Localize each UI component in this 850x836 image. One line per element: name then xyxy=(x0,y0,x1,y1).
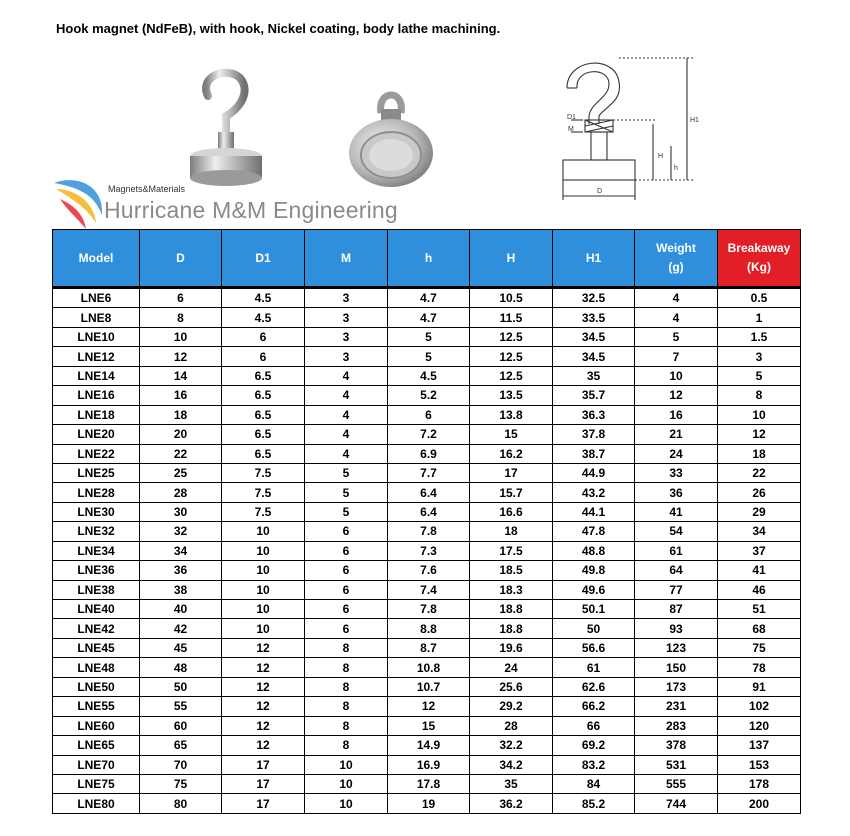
table-cell: 7.7 xyxy=(388,463,470,482)
table-cell: 20 xyxy=(140,425,222,444)
table-cell: 36 xyxy=(140,561,222,580)
table-row xyxy=(53,736,801,755)
table-cell: 3 xyxy=(305,288,388,308)
table-cell: 50 xyxy=(140,677,222,696)
table-cell: LNE10 xyxy=(53,327,140,346)
table-cell: 12 xyxy=(222,658,305,677)
table-row xyxy=(53,561,801,580)
table-cell: 10.7 xyxy=(388,677,470,696)
table-cell: LNE18 xyxy=(53,405,140,424)
table-row xyxy=(53,580,801,599)
table-cell: 13.5 xyxy=(470,386,553,405)
table-cell: 6.5 xyxy=(222,444,305,463)
table-cell: 18.8 xyxy=(470,600,553,619)
table-cell: 7.3 xyxy=(388,541,470,560)
table-cell: 4.7 xyxy=(388,308,470,327)
table-cell: 6 xyxy=(305,541,388,560)
table-cell: 68 xyxy=(718,619,801,638)
table-row xyxy=(53,444,801,463)
table-cell: 36.3 xyxy=(553,405,635,424)
table-cell: LNE22 xyxy=(53,444,140,463)
table-cell: 12 xyxy=(222,736,305,755)
header-d1: D1 xyxy=(222,230,305,288)
table-cell: 5 xyxy=(388,327,470,346)
table-cell: 34.2 xyxy=(470,755,553,774)
table-cell: 6.5 xyxy=(222,425,305,444)
table-cell: 51 xyxy=(718,600,801,619)
table-cell: 10 xyxy=(222,522,305,541)
table-cell: 61 xyxy=(635,541,718,560)
table-cell: 45 xyxy=(140,638,222,657)
table-cell: 33.5 xyxy=(553,308,635,327)
table-cell: 173 xyxy=(635,677,718,696)
table-cell: 12 xyxy=(718,425,801,444)
table-cell: 5 xyxy=(388,347,470,366)
table-cell: LNE25 xyxy=(53,463,140,482)
table-cell: 83.2 xyxy=(553,755,635,774)
table-cell: 12 xyxy=(635,386,718,405)
table-cell: 16 xyxy=(140,386,222,405)
table-cell: 4 xyxy=(635,308,718,327)
table-cell: 15 xyxy=(388,716,470,735)
table-cell: LNE60 xyxy=(53,716,140,735)
table-row xyxy=(53,522,801,541)
table-cell: 744 xyxy=(635,794,718,813)
table-cell: 8 xyxy=(305,658,388,677)
header-model: Model xyxy=(53,230,140,288)
table-cell: 8.7 xyxy=(388,638,470,657)
table-cell: 6 xyxy=(222,347,305,366)
drawing-label-m: M xyxy=(568,126,574,133)
table-row xyxy=(53,619,801,638)
table-cell: 33 xyxy=(635,463,718,482)
table-cell: 3 xyxy=(305,308,388,327)
logo-company-name: Hurricane M&M Engineering xyxy=(104,197,398,223)
table-cell: 22 xyxy=(718,463,801,482)
table-cell: 38.7 xyxy=(553,444,635,463)
table-cell: 30 xyxy=(140,502,222,521)
table-cell: 4.5 xyxy=(222,308,305,327)
logo-subtitle: Magnets&Materials xyxy=(108,184,186,194)
table-row xyxy=(53,483,801,502)
table-row xyxy=(53,425,801,444)
table-cell: 15 xyxy=(470,425,553,444)
header-breakaway xyxy=(718,230,801,288)
table-cell: 378 xyxy=(635,736,718,755)
table-cell: LNE75 xyxy=(53,774,140,793)
table-cell: 22 xyxy=(140,444,222,463)
table-cell: 41 xyxy=(635,502,718,521)
table-cell: 47.8 xyxy=(553,522,635,541)
table-cell: 29.2 xyxy=(470,697,553,716)
table-row xyxy=(53,347,801,366)
table-cell: 75 xyxy=(718,638,801,657)
table-cell: LNE12 xyxy=(53,347,140,366)
table-cell: 6.5 xyxy=(222,366,305,385)
table-cell: 10 xyxy=(222,600,305,619)
table-cell: 8 xyxy=(305,736,388,755)
table-row xyxy=(53,366,801,385)
table-cell: 19.6 xyxy=(470,638,553,657)
table-cell: 5.2 xyxy=(388,386,470,405)
table-cell: LNE38 xyxy=(53,580,140,599)
table-cell: 40 xyxy=(140,600,222,619)
table-cell: 6.4 xyxy=(388,483,470,502)
table-cell: 555 xyxy=(635,774,718,793)
table-cell: 3 xyxy=(305,347,388,366)
table-cell: 14 xyxy=(140,366,222,385)
table-cell: 17.8 xyxy=(388,774,470,793)
table-cell: 25 xyxy=(140,463,222,482)
table-cell: LNE32 xyxy=(53,522,140,541)
table-cell: 44.1 xyxy=(553,502,635,521)
table-row xyxy=(53,288,801,308)
table-cell: 50 xyxy=(553,619,635,638)
table-cell: 14.9 xyxy=(388,736,470,755)
table-cell: 4 xyxy=(305,405,388,424)
table-body xyxy=(53,288,801,814)
table-cell: 7.8 xyxy=(388,522,470,541)
table-cell: 43.2 xyxy=(553,483,635,502)
table-cell: 16 xyxy=(635,405,718,424)
table-cell: 178 xyxy=(718,774,801,793)
table-cell: 17.5 xyxy=(470,541,553,560)
table-cell: 41 xyxy=(718,561,801,580)
table-cell: 531 xyxy=(635,755,718,774)
table-cell: 8 xyxy=(140,308,222,327)
table-cell: 4 xyxy=(635,288,718,308)
technical-drawing xyxy=(553,54,713,212)
table-cell: 37 xyxy=(718,541,801,560)
table-cell: 0.5 xyxy=(718,288,801,308)
table-cell: 17 xyxy=(222,774,305,793)
table-cell: 8 xyxy=(305,638,388,657)
drawing-label-h-upper: H xyxy=(658,153,664,160)
table-row xyxy=(53,600,801,619)
table-cell: LNE65 xyxy=(53,736,140,755)
table-cell: 42 xyxy=(140,619,222,638)
table-cell: 28 xyxy=(140,483,222,502)
table-cell: 8 xyxy=(305,716,388,735)
table-row xyxy=(53,697,801,716)
drawing-label-h-lower: h xyxy=(674,165,678,172)
header-m: M xyxy=(305,230,388,288)
table-cell: 17 xyxy=(222,755,305,774)
table-cell: 10 xyxy=(222,619,305,638)
table-cell: 18 xyxy=(718,444,801,463)
table-cell: 35 xyxy=(470,774,553,793)
header-breakaway-label: Breakaway xyxy=(727,241,791,255)
table-row xyxy=(53,755,801,774)
table-cell: LNE70 xyxy=(53,755,140,774)
table-cell: 50.1 xyxy=(553,600,635,619)
table-cell: 10.5 xyxy=(470,288,553,308)
table-cell: 34.5 xyxy=(553,347,635,366)
table-cell: 6.5 xyxy=(222,386,305,405)
table-cell: 5 xyxy=(635,327,718,346)
drawing-label-h1: H1 xyxy=(690,117,699,124)
table-cell: 7.5 xyxy=(222,502,305,521)
table-cell: 91 xyxy=(718,677,801,696)
table-cell: 44.9 xyxy=(553,463,635,482)
table-cell: 38 xyxy=(140,580,222,599)
table-cell: 7 xyxy=(635,347,718,366)
table-cell: 6 xyxy=(305,522,388,541)
table-row xyxy=(53,677,801,696)
table-row xyxy=(53,386,801,405)
table-cell: LNE42 xyxy=(53,619,140,638)
table-cell: 21 xyxy=(635,425,718,444)
table-cell: 12 xyxy=(222,638,305,657)
table-cell: 5 xyxy=(305,483,388,502)
table-cell: 17 xyxy=(222,794,305,813)
header-h-large: H xyxy=(470,230,553,288)
table-cell: 66 xyxy=(553,716,635,735)
table-cell: 8 xyxy=(718,386,801,405)
table-cell: LNE48 xyxy=(53,658,140,677)
table-cell: 12.5 xyxy=(470,327,553,346)
table-cell: 120 xyxy=(718,716,801,735)
table-cell: 70 xyxy=(140,755,222,774)
page-title: Hook magnet (NdFeB), with hook, Nickel coating, body lathe machining. xyxy=(56,21,501,36)
table-cell: 283 xyxy=(635,716,718,735)
table-cell: 10 xyxy=(305,774,388,793)
table-cell: 37.8 xyxy=(553,425,635,444)
table-cell: 10 xyxy=(718,405,801,424)
table-cell: 16.9 xyxy=(388,755,470,774)
table-cell: 1.5 xyxy=(718,327,801,346)
table-cell: 7.4 xyxy=(388,580,470,599)
table-cell: 10 xyxy=(305,794,388,813)
table-cell: 19 xyxy=(388,794,470,813)
table-cell: 7.6 xyxy=(388,561,470,580)
table-cell: 7.2 xyxy=(388,425,470,444)
table-cell: 54 xyxy=(635,522,718,541)
table-cell: LNE20 xyxy=(53,425,140,444)
table-cell: 18 xyxy=(140,405,222,424)
table-cell: 5 xyxy=(718,366,801,385)
table-cell: 4 xyxy=(305,444,388,463)
table-cell: 10 xyxy=(635,366,718,385)
table-cell: 80 xyxy=(140,794,222,813)
table-cell: LNE80 xyxy=(53,794,140,813)
table-cell: LNE16 xyxy=(53,386,140,405)
table-cell: 7.5 xyxy=(222,463,305,482)
table-cell: 28 xyxy=(470,716,553,735)
table-cell: 12 xyxy=(222,697,305,716)
table-cell: 123 xyxy=(635,638,718,657)
table-cell: 6 xyxy=(305,561,388,580)
table-cell: LNE40 xyxy=(53,600,140,619)
table-cell: 153 xyxy=(718,755,801,774)
table-cell: 65 xyxy=(140,736,222,755)
table-cell: 10 xyxy=(222,541,305,560)
table-cell: 102 xyxy=(718,697,801,716)
table-cell: 10 xyxy=(305,755,388,774)
table-cell: 13.8 xyxy=(470,405,553,424)
table-cell: 48 xyxy=(140,658,222,677)
table-cell: 24 xyxy=(470,658,553,677)
header-weight xyxy=(635,230,718,288)
table-cell: 16.2 xyxy=(470,444,553,463)
table-cell: 75 xyxy=(140,774,222,793)
table-cell: 10.8 xyxy=(388,658,470,677)
table-cell: 12 xyxy=(388,697,470,716)
table-cell: 15.7 xyxy=(470,483,553,502)
table-cell: 150 xyxy=(635,658,718,677)
table-cell: 4.5 xyxy=(388,366,470,385)
table-cell: 8 xyxy=(305,697,388,716)
table-cell: 26 xyxy=(718,483,801,502)
table-cell: LNE36 xyxy=(53,561,140,580)
table-row xyxy=(53,658,801,677)
table-row xyxy=(53,638,801,657)
table-cell: 48.8 xyxy=(553,541,635,560)
table-cell: 3 xyxy=(718,347,801,366)
table-cell: 18.3 xyxy=(470,580,553,599)
table-cell: 10 xyxy=(222,580,305,599)
header-breakaway-unit: (Kg) xyxy=(747,260,771,274)
table-cell: 35.7 xyxy=(553,386,635,405)
table-row xyxy=(53,794,801,813)
table-cell: 6 xyxy=(305,600,388,619)
table-cell: 25.6 xyxy=(470,677,553,696)
table-cell: LNE45 xyxy=(53,638,140,657)
table-cell: 36.2 xyxy=(470,794,553,813)
table-cell: 12 xyxy=(222,716,305,735)
table-cell: 4 xyxy=(305,386,388,405)
table-cell: 64 xyxy=(635,561,718,580)
table-cell: 12.5 xyxy=(470,347,553,366)
table-cell: 56.6 xyxy=(553,638,635,657)
table-row xyxy=(53,308,801,327)
table-cell: 62.6 xyxy=(553,677,635,696)
table-cell: 55 xyxy=(140,697,222,716)
table-cell: 24 xyxy=(635,444,718,463)
header-weight-label: Weight xyxy=(656,241,696,255)
table-cell: 11.5 xyxy=(470,308,553,327)
table-cell: 32.5 xyxy=(553,288,635,308)
table-cell: 231 xyxy=(635,697,718,716)
table-cell: 69.2 xyxy=(553,736,635,755)
spec-table xyxy=(52,229,801,814)
table-cell: 7.5 xyxy=(222,483,305,502)
table-cell: 6 xyxy=(305,580,388,599)
table-cell: 200 xyxy=(718,794,801,813)
table-cell: 8 xyxy=(305,677,388,696)
table-cell: 84 xyxy=(553,774,635,793)
table-cell: 6 xyxy=(222,327,305,346)
table-cell: 4 xyxy=(305,366,388,385)
table-cell: 4.7 xyxy=(388,288,470,308)
table-cell: 49.6 xyxy=(553,580,635,599)
table-cell: 3 xyxy=(305,327,388,346)
hook-magnet-front-photo xyxy=(345,75,437,190)
table-cell: 1 xyxy=(718,308,801,327)
table-cell: 87 xyxy=(635,600,718,619)
table-row xyxy=(53,405,801,424)
table-cell: LNE50 xyxy=(53,677,140,696)
table-cell: 36 xyxy=(635,483,718,502)
table-cell: LNE8 xyxy=(53,308,140,327)
table-cell: 34 xyxy=(718,522,801,541)
drawing-label-d1: D1 xyxy=(567,114,576,121)
table-cell: 32.2 xyxy=(470,736,553,755)
table-header-row xyxy=(53,230,801,288)
table-cell: LNE30 xyxy=(53,502,140,521)
hook-magnet-side-photo xyxy=(178,66,268,191)
table-cell: 61 xyxy=(553,658,635,677)
table-cell: 85.2 xyxy=(553,794,635,813)
table-cell: 77 xyxy=(635,580,718,599)
table-cell: 34 xyxy=(140,541,222,560)
table-cell: 49.8 xyxy=(553,561,635,580)
table-cell: 6.5 xyxy=(222,405,305,424)
table-cell: LNE14 xyxy=(53,366,140,385)
table-cell: 18.5 xyxy=(470,561,553,580)
table-row xyxy=(53,716,801,735)
header-h1: H1 xyxy=(553,230,635,288)
table-cell: 137 xyxy=(718,736,801,755)
table-cell: 6.9 xyxy=(388,444,470,463)
table-cell: 60 xyxy=(140,716,222,735)
table-cell: 12 xyxy=(222,677,305,696)
table-cell: 78 xyxy=(718,658,801,677)
table-cell: 46 xyxy=(718,580,801,599)
table-cell: 8.8 xyxy=(388,619,470,638)
table-cell: LNE55 xyxy=(53,697,140,716)
table-cell: 6 xyxy=(140,288,222,308)
table-row xyxy=(53,327,801,346)
header-h-small: h xyxy=(388,230,470,288)
table-row xyxy=(53,463,801,482)
table-cell: 7.8 xyxy=(388,600,470,619)
table-cell: 93 xyxy=(635,619,718,638)
table-cell: 10 xyxy=(140,327,222,346)
table-cell: 5 xyxy=(305,463,388,482)
table-cell: 5 xyxy=(305,502,388,521)
table-cell: LNE34 xyxy=(53,541,140,560)
table-cell: LNE6 xyxy=(53,288,140,308)
drawing-label-d: D xyxy=(597,188,603,195)
table-row xyxy=(53,502,801,521)
table-cell: LNE28 xyxy=(53,483,140,502)
table-cell: 6.4 xyxy=(388,502,470,521)
table-cell: 6 xyxy=(305,619,388,638)
table-cell: 32 xyxy=(140,522,222,541)
table-cell: 34.5 xyxy=(553,327,635,346)
table-cell: 12.5 xyxy=(470,366,553,385)
table-cell: 66.2 xyxy=(553,697,635,716)
table-cell: 4 xyxy=(305,425,388,444)
table-cell: 10 xyxy=(222,561,305,580)
table-cell: 4.5 xyxy=(222,288,305,308)
table-cell: 29 xyxy=(718,502,801,521)
table-cell: 35 xyxy=(553,366,635,385)
table-cell: 18.8 xyxy=(470,619,553,638)
table-cell: 16.6 xyxy=(470,502,553,521)
table-cell: 18 xyxy=(470,522,553,541)
table-cell: 12 xyxy=(140,347,222,366)
table-row xyxy=(53,774,801,793)
table-row xyxy=(53,541,801,560)
table-cell: 6 xyxy=(388,405,470,424)
table-cell: 17 xyxy=(470,463,553,482)
header-d: D xyxy=(140,230,222,288)
header-weight-unit: (g) xyxy=(668,260,684,274)
